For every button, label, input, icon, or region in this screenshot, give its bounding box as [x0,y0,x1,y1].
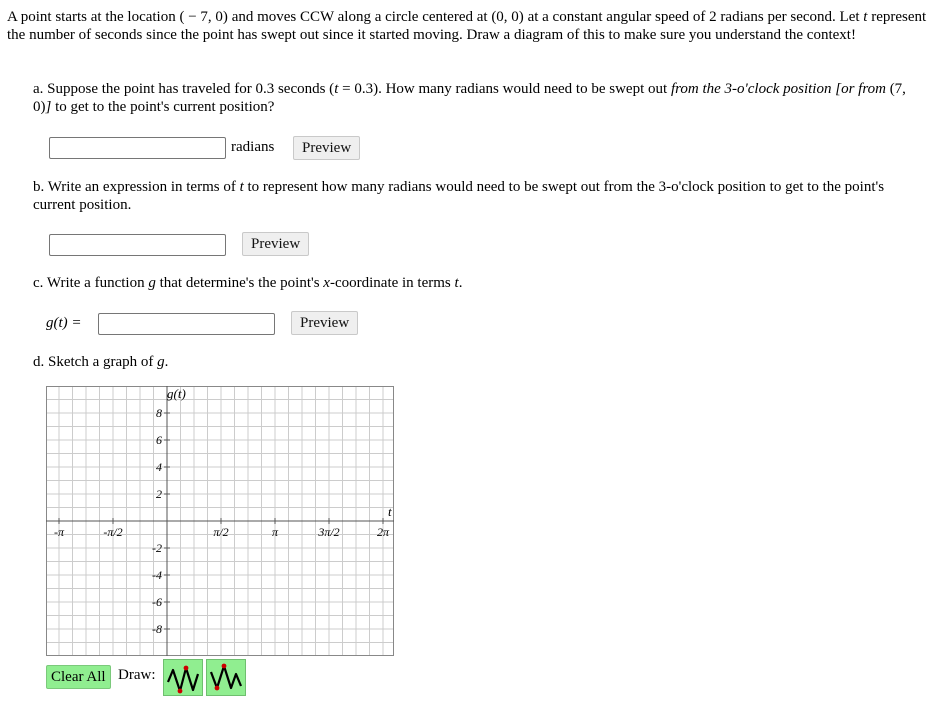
part-a-italic: from the 3-o'clock position [or from [670,81,890,97]
variable-t: t [334,81,339,97]
graph-canvas[interactable] [46,386,394,656]
graph-controls [46,659,256,696]
part-b-answer-input[interactable] [49,234,226,256]
part-a-text: a. Suppose the point has traveled for 0.3 seconds ( [33,81,335,97]
part-c-preview-button[interactable]: Preview [291,311,358,335]
radians-unit-label: radians [231,139,275,155]
sine-tool-button[interactable] [163,659,203,696]
part-a-italic: ] [45,99,52,115]
part-d-question [33,353,168,371]
intro-text: represent the number of seconds since the point has swept out since it started moving. Draw a diagram of this to make sure you understand the context! [7,9,927,43]
y-tick-label: 8 [156,406,162,420]
part-a-preview-button[interactable]: Preview [293,136,360,160]
part-c-text: that determine's the point's [155,275,324,291]
y-tick-label: 2 [156,487,162,501]
part-c-text: c. Write a function [33,275,149,291]
y-tick-label: -6 [152,595,162,609]
variable-g: g [157,354,165,370]
x-tick-labels [54,525,390,539]
variable-g: g [148,275,156,291]
variable-x: x [323,275,330,291]
x-tick-label: -π [53,525,65,539]
g-of-t-label: g(t) = [46,315,82,331]
variable-t: t [863,9,868,25]
point-7-0: (7, 0) [33,81,906,115]
cosine-wave-icon [207,660,245,695]
draw-label: Draw: [118,667,156,683]
y-tick-label: 4 [156,460,162,474]
y-tick-label: -8 [152,622,162,636]
problem-statement [7,8,932,44]
part-b-text: to represent how many radians would need to be swept out from the 3-o'clock position to get to the point's current position. [33,179,885,213]
x-tick-label: π/2 [213,525,229,539]
intro-text: and moves CCW along a circle centered at [227,9,492,25]
intro-text: at a constant angular speed of [523,9,710,25]
part-c-answer-input[interactable] [98,313,275,335]
x-tick-label: 2π [376,525,390,539]
y-axis-label: g(t) [167,386,186,401]
part-d-text: . [164,354,169,370]
y-tick-label: -2 [152,541,162,555]
part-b-preview-button[interactable]: Preview [242,232,309,256]
x-tick-label: 3π/2 [318,525,340,539]
angular-speed: 2 [709,9,717,25]
x-tick-label: -π/2 [103,525,123,539]
part-a-question [33,80,928,116]
x-tick-label: π [271,525,279,539]
y-tick-label: 6 [156,433,162,447]
part-a-answer-input[interactable] [49,137,226,159]
clear-all-button[interactable]: Clear All [46,665,111,689]
variable-t: t [239,179,244,195]
y-tick-label: -4 [152,568,162,582]
part-b-text: b. Write an expression in terms of [33,179,240,195]
part-c-question [33,274,913,292]
start-point: − 7, 0) [184,9,228,25]
cosine-tool-button[interactable] [206,659,246,696]
sine-wave-icon [164,660,202,695]
variable-t: t [454,275,459,291]
sketch-graph[interactable] [46,386,394,656]
part-c-text: . [458,275,463,291]
part-c-text: -coordinate in terms [329,275,455,291]
part-a-text: = 0.3). How many radians would need to be swept out [338,81,668,97]
center-point: (0, 0) [491,9,524,25]
part-b-question [33,178,913,214]
part-a-text: to get to the point's current position? [51,99,275,115]
intro-text: radians per second. Let [716,9,864,25]
intro-text: A point starts at the location ( [7,9,185,25]
part-d-text: d. Sketch a graph of [33,354,158,370]
x-axis-label: t [388,504,392,519]
